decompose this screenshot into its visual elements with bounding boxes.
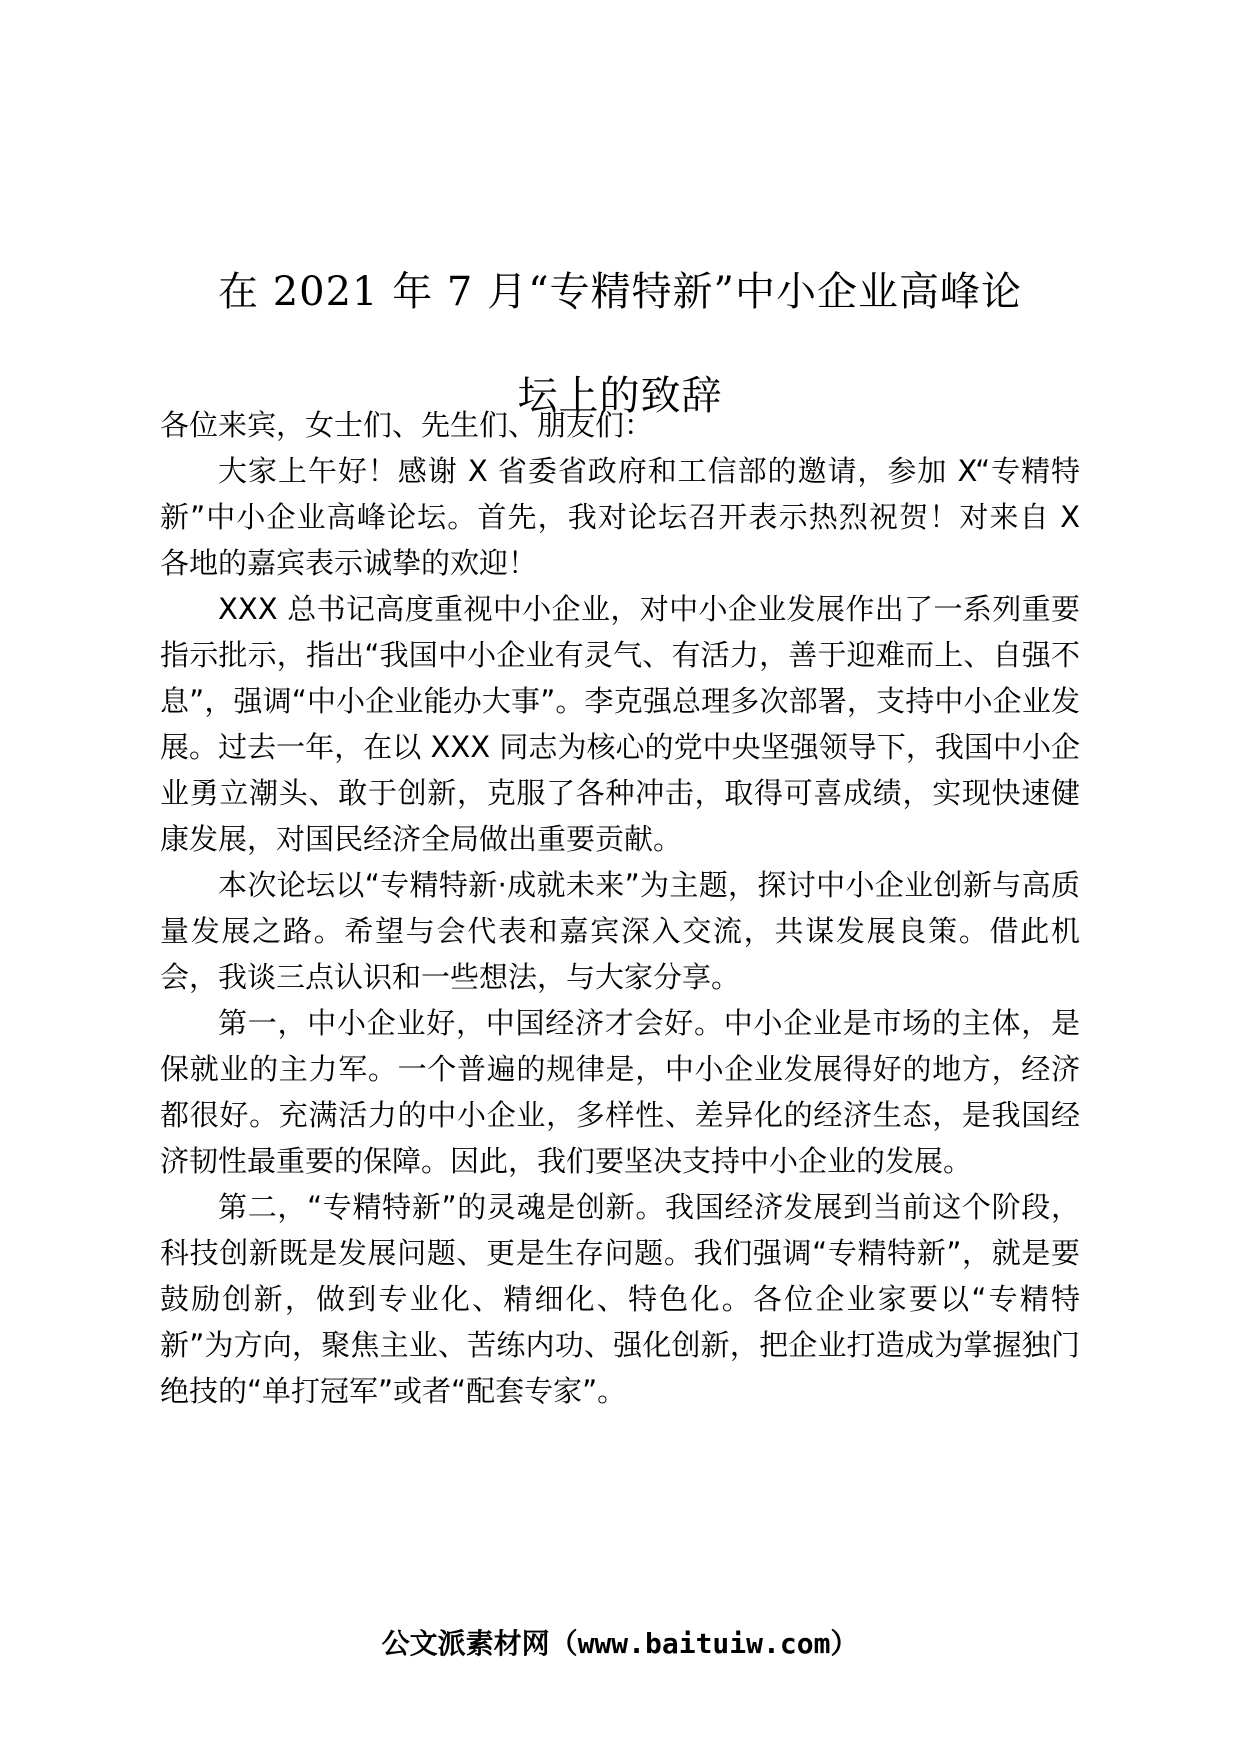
paragraph-greeting: 大家上午好！感谢 X 省委省政府和工信部的邀请，参加 X“专精特新”中小企业高峰论坛。首先，我对论坛召开表示热烈祝贺！对来自 X 各地的嘉宾表示诚挚的欢迎！ bbox=[160, 454, 1080, 580]
paragraph-forum-theme: 本次论坛以“专精特新·成就未来”为主题，探讨中小企业创新与高质量发展之路。希望与会代表和嘉宾深入交流，共谋发展良策。借此机会，我谈三点认识和一些想法，与大家分享。 bbox=[160, 868, 1080, 994]
paragraph-point-one: 第一，中小企业好，中国经济才会好。中小企业是市场的主体，是保就业的主力军。一个普遍的规律是，中小企业发展得好的地方，经济都很好。充满活力的中小企业，多样性、差异化的经济生态，是我国经济韧性最重要的保障。因此，我们要坚决支持中小企业的发展。 bbox=[160, 1006, 1080, 1178]
title-line-2: 坛上的致辞 bbox=[517, 373, 723, 419]
title-line-1: 在 2021 年 7 月“专精特新”中小企业高峰论 bbox=[217, 269, 1022, 315]
source-footer: 公文派素材网（www.baituiw.com） bbox=[381, 1627, 859, 1660]
paragraph-background: XXX 总书记高度重视中小企业，对中小企业发展作出了一系列重要指示批示，指出“我国中小企业有灵气、有活力，善于迎难而上、自强不息”，强调“中小企业能办大事”。李克强总理多次部署，支持中小企业发展。过去一年，在以 XXX 同志为核心的党中央坚强领导下，我国中小企业勇立潮头、敢于创新，克服了各种冲击，取得可喜成绩，实现快速健康发展，对国民经济全局做出重要贡献。 bbox=[160, 592, 1080, 856]
paragraph-point-two: 第二，“专精特新”的灵魂是创新。我国经济发展到当前这个阶段，科技创新既是发展问题、更是生存问题。我们强调“专精特新”，就是要鼓励创新，做到专业化、精细化、特色化。各位企业家要以“专精特新”为方向，聚焦主业、苦练内功、强化创新，把企业打造成为掌握独门绝技的“单打冠军”或者“配套专家”。 bbox=[160, 1190, 1080, 1408]
speech-body bbox=[160, 402, 1080, 1414]
salutation: 各位来宾，女士们、先生们、朋友们： bbox=[160, 408, 654, 442]
